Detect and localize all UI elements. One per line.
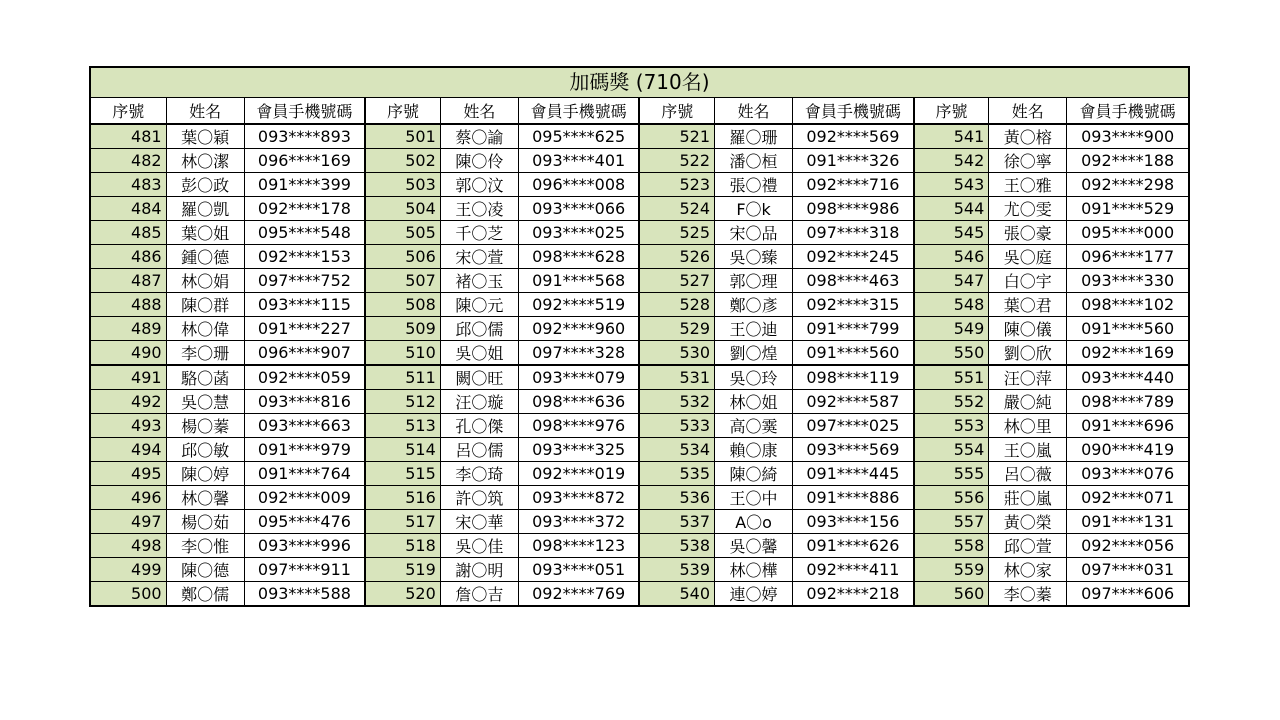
phone-cell: 093****872 bbox=[518, 486, 639, 510]
table-row bbox=[91, 582, 1188, 606]
serial-cell: 540 bbox=[639, 582, 714, 606]
serial-cell: 497 bbox=[91, 510, 166, 534]
phone-cell: 092****716 bbox=[793, 173, 914, 197]
name-cell: 褚〇玉 bbox=[440, 269, 518, 293]
name-cell: 邱〇萱 bbox=[989, 534, 1067, 558]
serial-cell: 549 bbox=[914, 317, 989, 341]
serial-cell: 490 bbox=[91, 341, 166, 366]
header-serial: 序號 bbox=[914, 98, 989, 124]
serial-cell: 513 bbox=[365, 414, 440, 438]
serial-cell: 508 bbox=[365, 293, 440, 317]
serial-cell: 531 bbox=[639, 365, 714, 390]
name-cell: 王〇迪 bbox=[715, 317, 793, 341]
serial-cell: 520 bbox=[365, 582, 440, 606]
serial-cell: 493 bbox=[91, 414, 166, 438]
phone-cell: 092****245 bbox=[793, 245, 914, 269]
serial-cell: 485 bbox=[91, 221, 166, 245]
phone-cell: 091****560 bbox=[793, 341, 914, 366]
phone-cell: 092****569 bbox=[793, 124, 914, 149]
name-cell: 王〇中 bbox=[715, 486, 793, 510]
header-serial: 序號 bbox=[365, 98, 440, 124]
table-row bbox=[91, 293, 1188, 317]
phone-cell: 093****440 bbox=[1067, 365, 1188, 390]
winner-table bbox=[91, 98, 1188, 605]
phone-cell: 092****769 bbox=[518, 582, 639, 606]
name-cell: 張〇豪 bbox=[989, 221, 1067, 245]
phone-cell: 090****419 bbox=[1067, 438, 1188, 462]
phone-cell: 091****626 bbox=[793, 534, 914, 558]
header-name: 姓名 bbox=[440, 98, 518, 124]
phone-cell: 098****628 bbox=[518, 245, 639, 269]
serial-cell: 544 bbox=[914, 197, 989, 221]
phone-cell: 093****816 bbox=[244, 390, 365, 414]
serial-cell: 525 bbox=[639, 221, 714, 245]
phone-cell: 097****328 bbox=[518, 341, 639, 366]
name-cell: 鍾〇德 bbox=[166, 245, 244, 269]
table-body bbox=[91, 124, 1188, 605]
header-phone: 會員手機號碼 bbox=[1067, 98, 1188, 124]
serial-cell: 494 bbox=[91, 438, 166, 462]
phone-cell: 091****568 bbox=[518, 269, 639, 293]
phone-cell: 093****893 bbox=[244, 124, 365, 149]
phone-cell: 091****399 bbox=[244, 173, 365, 197]
name-cell: 嚴〇純 bbox=[989, 390, 1067, 414]
header-row bbox=[91, 98, 1188, 124]
table-row bbox=[91, 173, 1188, 197]
serial-cell: 539 bbox=[639, 558, 714, 582]
phone-cell: 091****799 bbox=[793, 317, 914, 341]
table-row bbox=[91, 245, 1188, 269]
name-cell: 闕〇旺 bbox=[440, 365, 518, 390]
name-cell: 陳〇德 bbox=[166, 558, 244, 582]
serial-cell: 514 bbox=[365, 438, 440, 462]
name-cell: 李〇蓁 bbox=[989, 582, 1067, 606]
name-cell: 吳〇佳 bbox=[440, 534, 518, 558]
name-cell: 白〇宇 bbox=[989, 269, 1067, 293]
table-row bbox=[91, 124, 1188, 149]
phone-cell: 093****569 bbox=[793, 438, 914, 462]
phone-cell: 097****031 bbox=[1067, 558, 1188, 582]
phone-cell: 096****169 bbox=[244, 149, 365, 173]
phone-cell: 092****009 bbox=[244, 486, 365, 510]
name-cell: 陳〇群 bbox=[166, 293, 244, 317]
name-cell: 鄭〇儒 bbox=[166, 582, 244, 606]
name-cell: 宋〇萱 bbox=[440, 245, 518, 269]
phone-cell: 093****156 bbox=[793, 510, 914, 534]
table-row bbox=[91, 317, 1188, 341]
serial-cell: 519 bbox=[365, 558, 440, 582]
name-cell: 黃〇榕 bbox=[989, 124, 1067, 149]
phone-cell: 093****325 bbox=[518, 438, 639, 462]
serial-cell: 505 bbox=[365, 221, 440, 245]
header-name: 姓名 bbox=[166, 98, 244, 124]
winner-sheet bbox=[89, 66, 1190, 607]
table-row bbox=[91, 221, 1188, 245]
serial-cell: 556 bbox=[914, 486, 989, 510]
serial-cell: 488 bbox=[91, 293, 166, 317]
phone-cell: 091****529 bbox=[1067, 197, 1188, 221]
phone-cell: 091****696 bbox=[1067, 414, 1188, 438]
serial-cell: 492 bbox=[91, 390, 166, 414]
serial-cell: 530 bbox=[639, 341, 714, 366]
sheet-title: 加碼獎 (710名) bbox=[91, 68, 1188, 98]
name-cell: 黃〇榮 bbox=[989, 510, 1067, 534]
name-cell: 尤〇雯 bbox=[989, 197, 1067, 221]
name-cell: 羅〇珊 bbox=[715, 124, 793, 149]
serial-cell: 521 bbox=[639, 124, 714, 149]
table-row bbox=[91, 438, 1188, 462]
serial-cell: 511 bbox=[365, 365, 440, 390]
table-row bbox=[91, 510, 1188, 534]
name-cell: 莊〇嵐 bbox=[989, 486, 1067, 510]
serial-cell: 558 bbox=[914, 534, 989, 558]
phone-cell: 091****131 bbox=[1067, 510, 1188, 534]
name-cell: 邱〇儒 bbox=[440, 317, 518, 341]
name-cell: 楊〇茹 bbox=[166, 510, 244, 534]
serial-cell: 542 bbox=[914, 149, 989, 173]
name-cell: 王〇雅 bbox=[989, 173, 1067, 197]
name-cell: 李〇琦 bbox=[440, 462, 518, 486]
phone-cell: 092****071 bbox=[1067, 486, 1188, 510]
phone-cell: 097****025 bbox=[793, 414, 914, 438]
serial-cell: 504 bbox=[365, 197, 440, 221]
table-row bbox=[91, 486, 1188, 510]
name-cell: 林〇偉 bbox=[166, 317, 244, 341]
header-serial: 序號 bbox=[91, 98, 166, 124]
phone-cell: 095****548 bbox=[244, 221, 365, 245]
header-serial: 序號 bbox=[639, 98, 714, 124]
name-cell: 潘〇桓 bbox=[715, 149, 793, 173]
phone-cell: 091****326 bbox=[793, 149, 914, 173]
phone-cell: 092****056 bbox=[1067, 534, 1188, 558]
serial-cell: 548 bbox=[914, 293, 989, 317]
name-cell: 宋〇華 bbox=[440, 510, 518, 534]
name-cell: 林〇娟 bbox=[166, 269, 244, 293]
name-cell: 李〇珊 bbox=[166, 341, 244, 366]
name-cell: 賴〇康 bbox=[715, 438, 793, 462]
serial-cell: 502 bbox=[365, 149, 440, 173]
phone-cell: 095****625 bbox=[518, 124, 639, 149]
name-cell: 葉〇姐 bbox=[166, 221, 244, 245]
name-cell: 林〇馨 bbox=[166, 486, 244, 510]
serial-cell: 498 bbox=[91, 534, 166, 558]
serial-cell: 509 bbox=[365, 317, 440, 341]
phone-cell: 091****886 bbox=[793, 486, 914, 510]
serial-cell: 507 bbox=[365, 269, 440, 293]
name-cell: 蔡〇諭 bbox=[440, 124, 518, 149]
serial-cell: 506 bbox=[365, 245, 440, 269]
phone-cell: 092****188 bbox=[1067, 149, 1188, 173]
serial-cell: 510 bbox=[365, 341, 440, 366]
name-cell: 詹〇吉 bbox=[440, 582, 518, 606]
name-cell: 吳〇慧 bbox=[166, 390, 244, 414]
serial-cell: 545 bbox=[914, 221, 989, 245]
phone-cell: 092****298 bbox=[1067, 173, 1188, 197]
phone-cell: 093****588 bbox=[244, 582, 365, 606]
header-phone: 會員手機號碼 bbox=[518, 98, 639, 124]
serial-cell: 522 bbox=[639, 149, 714, 173]
name-cell: 陳〇綺 bbox=[715, 462, 793, 486]
name-cell: 李〇惟 bbox=[166, 534, 244, 558]
serial-cell: 552 bbox=[914, 390, 989, 414]
phone-cell: 097****752 bbox=[244, 269, 365, 293]
serial-cell: 484 bbox=[91, 197, 166, 221]
serial-cell: 501 bbox=[365, 124, 440, 149]
serial-cell: 533 bbox=[639, 414, 714, 438]
table-row bbox=[91, 558, 1188, 582]
name-cell: 邱〇敏 bbox=[166, 438, 244, 462]
serial-cell: 547 bbox=[914, 269, 989, 293]
serial-cell: 491 bbox=[91, 365, 166, 390]
serial-cell: 536 bbox=[639, 486, 714, 510]
phone-cell: 093****401 bbox=[518, 149, 639, 173]
phone-cell: 092****178 bbox=[244, 197, 365, 221]
name-cell: 張〇禮 bbox=[715, 173, 793, 197]
name-cell: 汪〇璇 bbox=[440, 390, 518, 414]
header-phone: 會員手機號碼 bbox=[793, 98, 914, 124]
phone-cell: 093****076 bbox=[1067, 462, 1188, 486]
serial-cell: 482 bbox=[91, 149, 166, 173]
name-cell: 陳〇元 bbox=[440, 293, 518, 317]
phone-cell: 097****318 bbox=[793, 221, 914, 245]
serial-cell: 535 bbox=[639, 462, 714, 486]
serial-cell: 496 bbox=[91, 486, 166, 510]
name-cell: 宋〇品 bbox=[715, 221, 793, 245]
serial-cell: 559 bbox=[914, 558, 989, 582]
name-cell: 葉〇穎 bbox=[166, 124, 244, 149]
table-row bbox=[91, 390, 1188, 414]
name-cell: 葉〇君 bbox=[989, 293, 1067, 317]
serial-cell: 518 bbox=[365, 534, 440, 558]
phone-cell: 093****066 bbox=[518, 197, 639, 221]
serial-cell: 503 bbox=[365, 173, 440, 197]
phone-cell: 091****764 bbox=[244, 462, 365, 486]
phone-cell: 092****218 bbox=[793, 582, 914, 606]
name-cell: 陳〇婷 bbox=[166, 462, 244, 486]
serial-cell: 528 bbox=[639, 293, 714, 317]
name-cell: 汪〇萍 bbox=[989, 365, 1067, 390]
serial-cell: 527 bbox=[639, 269, 714, 293]
serial-cell: 560 bbox=[914, 582, 989, 606]
header-name: 姓名 bbox=[989, 98, 1067, 124]
name-cell: 陳〇儀 bbox=[989, 317, 1067, 341]
phone-cell: 092****960 bbox=[518, 317, 639, 341]
name-cell: 王〇凌 bbox=[440, 197, 518, 221]
phone-cell: 092****315 bbox=[793, 293, 914, 317]
serial-cell: 550 bbox=[914, 341, 989, 366]
phone-cell: 092****519 bbox=[518, 293, 639, 317]
phone-cell: 098****976 bbox=[518, 414, 639, 438]
name-cell: 吳〇庭 bbox=[989, 245, 1067, 269]
name-cell: 謝〇明 bbox=[440, 558, 518, 582]
phone-cell: 093****330 bbox=[1067, 269, 1188, 293]
phone-cell: 098****102 bbox=[1067, 293, 1188, 317]
table-row bbox=[91, 149, 1188, 173]
serial-cell: 486 bbox=[91, 245, 166, 269]
phone-cell: 093****900 bbox=[1067, 124, 1188, 149]
name-cell: 吳〇玲 bbox=[715, 365, 793, 390]
name-cell: 高〇霙 bbox=[715, 414, 793, 438]
serial-cell: 538 bbox=[639, 534, 714, 558]
phone-cell: 093****025 bbox=[518, 221, 639, 245]
name-cell: 呂〇薇 bbox=[989, 462, 1067, 486]
serial-cell: 541 bbox=[914, 124, 989, 149]
table-row bbox=[91, 341, 1188, 366]
phone-cell: 097****606 bbox=[1081, 584, 1175, 603]
phone-cell: 096****008 bbox=[518, 173, 639, 197]
name-cell: 劉〇欣 bbox=[989, 341, 1067, 366]
phone-cell: 093****051 bbox=[518, 558, 639, 582]
table-row bbox=[91, 534, 1188, 558]
name-cell: 許〇筑 bbox=[440, 486, 518, 510]
name-cell: 千〇芝 bbox=[440, 221, 518, 245]
phone-cell: 093****663 bbox=[244, 414, 365, 438]
table-row bbox=[91, 197, 1188, 221]
name-cell: 連〇婷 bbox=[715, 582, 793, 606]
name-cell: 徐〇寧 bbox=[989, 149, 1067, 173]
serial-cell: 555 bbox=[914, 462, 989, 486]
phone-cell: 093****996 bbox=[244, 534, 365, 558]
serial-cell: 554 bbox=[914, 438, 989, 462]
phone-cell: 098****636 bbox=[518, 390, 639, 414]
serial-cell: 532 bbox=[639, 390, 714, 414]
name-cell: 駱〇菡 bbox=[166, 365, 244, 390]
name-cell: 吳〇姐 bbox=[440, 341, 518, 366]
name-cell: 彭〇政 bbox=[166, 173, 244, 197]
serial-cell: 489 bbox=[91, 317, 166, 341]
phone-cell: 095****476 bbox=[244, 510, 365, 534]
name-cell: 楊〇蓁 bbox=[166, 414, 244, 438]
serial-cell: 557 bbox=[914, 510, 989, 534]
phone-cell: 092****169 bbox=[1067, 341, 1188, 366]
serial-cell: 526 bbox=[639, 245, 714, 269]
serial-cell: 500 bbox=[91, 582, 166, 606]
serial-cell: 481 bbox=[91, 124, 166, 149]
name-cell: 林〇家 bbox=[989, 558, 1067, 582]
phone-cell: 098****119 bbox=[793, 365, 914, 390]
name-cell: 呂〇儒 bbox=[440, 438, 518, 462]
table-row bbox=[91, 365, 1188, 390]
phone-cell: 098****123 bbox=[518, 534, 639, 558]
phone-cell: 095****000 bbox=[1067, 221, 1188, 245]
serial-cell: 524 bbox=[639, 197, 714, 221]
name-cell: 吳〇臻 bbox=[715, 245, 793, 269]
name-cell: 林〇里 bbox=[989, 414, 1067, 438]
name-cell: 劉〇煌 bbox=[715, 341, 793, 366]
phone-cell: 096****907 bbox=[244, 341, 365, 366]
name-cell: 林〇姐 bbox=[715, 390, 793, 414]
serial-cell: 512 bbox=[365, 390, 440, 414]
name-cell: 郭〇理 bbox=[715, 269, 793, 293]
phone-cell: 093****115 bbox=[244, 293, 365, 317]
phone-cell: 092****019 bbox=[518, 462, 639, 486]
serial-cell: 483 bbox=[91, 173, 166, 197]
phone-cell: 096****177 bbox=[1067, 245, 1188, 269]
table-row bbox=[91, 269, 1188, 293]
phone-cell: 098****463 bbox=[793, 269, 914, 293]
serial-cell: 543 bbox=[914, 173, 989, 197]
phone-cell: 091****560 bbox=[1067, 317, 1188, 341]
name-cell: 羅〇凱 bbox=[166, 197, 244, 221]
name-cell: 吳〇馨 bbox=[715, 534, 793, 558]
phone-cell: 092****587 bbox=[793, 390, 914, 414]
header-name: 姓名 bbox=[715, 98, 793, 124]
name-cell: 孔〇傑 bbox=[440, 414, 518, 438]
serial-cell: 537 bbox=[639, 510, 714, 534]
phone-cell: 098****789 bbox=[1067, 390, 1188, 414]
serial-cell: 516 bbox=[365, 486, 440, 510]
serial-cell: 534 bbox=[639, 438, 714, 462]
name-cell: 郭〇汶 bbox=[440, 173, 518, 197]
phone-cell: 097****911 bbox=[244, 558, 365, 582]
serial-cell: 515 bbox=[365, 462, 440, 486]
serial-cell: 499 bbox=[91, 558, 166, 582]
phone-cell: 092****059 bbox=[244, 365, 365, 390]
phone-cell: 091****227 bbox=[244, 317, 365, 341]
serial-cell: 517 bbox=[365, 510, 440, 534]
serial-cell: 487 bbox=[91, 269, 166, 293]
serial-cell: 551 bbox=[914, 365, 989, 390]
phone-cell: 092****153 bbox=[244, 245, 365, 269]
name-cell: 鄭〇彥 bbox=[715, 293, 793, 317]
phone-cell: 091****979 bbox=[244, 438, 365, 462]
table-row bbox=[91, 462, 1188, 486]
name-cell: 陳〇伶 bbox=[440, 149, 518, 173]
name-cell: 林〇潔 bbox=[166, 149, 244, 173]
phone-cell: 098****986 bbox=[793, 197, 914, 221]
serial-cell: 523 bbox=[639, 173, 714, 197]
name-cell: A〇o bbox=[715, 510, 793, 534]
serial-cell: 529 bbox=[639, 317, 714, 341]
name-cell: 王〇嵐 bbox=[989, 438, 1067, 462]
phone-cell: 093****079 bbox=[518, 365, 639, 390]
name-cell: 林〇樺 bbox=[715, 558, 793, 582]
header-phone: 會員手機號碼 bbox=[244, 98, 365, 124]
serial-cell: 553 bbox=[914, 414, 989, 438]
serial-cell: 546 bbox=[914, 245, 989, 269]
phone-cell: 093****372 bbox=[518, 510, 639, 534]
table-row bbox=[91, 414, 1188, 438]
name-cell: F〇k bbox=[715, 197, 793, 221]
phone-cell: 091****445 bbox=[793, 462, 914, 486]
serial-cell: 495 bbox=[91, 462, 166, 486]
phone-cell: 092****411 bbox=[793, 558, 914, 582]
